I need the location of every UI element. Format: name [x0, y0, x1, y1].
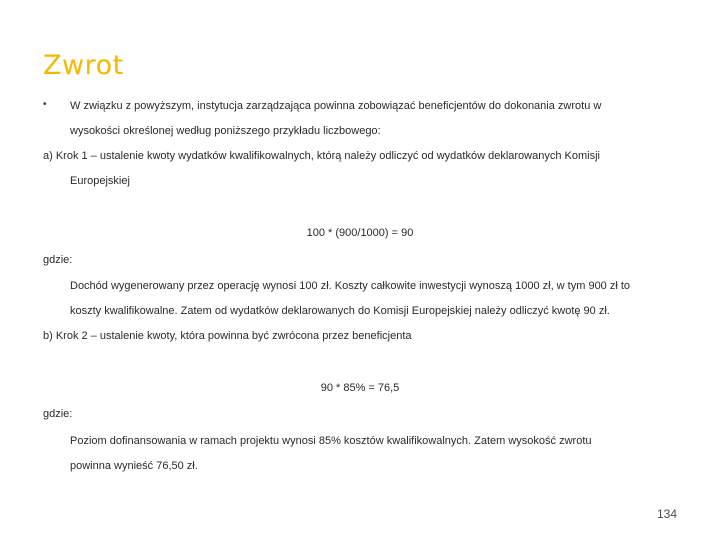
formula-a: 100 * (900/1000) = 90 [306, 227, 414, 239]
step-a-line-1: a) Krok 1 – ustalenie kwoty wydatków kwalifikowalnych, którą należy odliczyć od wydatków deklarowanych Komisji [43, 150, 600, 162]
explanation-b-line-1: Poziom dofinansowania w ramach projektu wynosi 85% kosztów kwalifikowalnych. Zatem wysokość zwrotu [70, 435, 592, 447]
explanation-a-line-2: koszty kwalifikowalne. Zatem od wydatków deklarowanych do Komisji Europejskiej należy odliczyć kwotę 90 zł. [70, 305, 610, 317]
bullet-text-line-2: wysokości określonej według poniższego przykładu liczbowego: [70, 125, 381, 137]
step-b-line-1: b) Krok 2 – ustalenie kwoty, która powinna być zwrócona przez beneficjenta [43, 330, 412, 342]
slide-title: Zwrot [43, 50, 124, 81]
explanation-a-line-1: Dochód wygenerowany przez operację wynosi 100 zł. Koszty całkowite inwestycji wynoszą 1000 zł, w tym 900 zł to [70, 280, 631, 292]
gdzie-label-b: gdzie: [43, 408, 73, 420]
step-a-line-2: Europejskiej [70, 175, 130, 187]
formula-b: 90 * 85% = 76,5 [320, 382, 400, 394]
gdzie-label-a: gdzie: [43, 254, 73, 266]
bullet-icon: • [43, 99, 47, 110]
bullet-text-line-1: W związku z powyższym, instytucja zarządzająca powinna zobowiązać beneficjentów do dokonania zwrotu w [70, 100, 602, 112]
page-number: 134 [657, 507, 678, 521]
explanation-b-line-2: powinna wynieść 76,50 zł. [70, 460, 198, 472]
